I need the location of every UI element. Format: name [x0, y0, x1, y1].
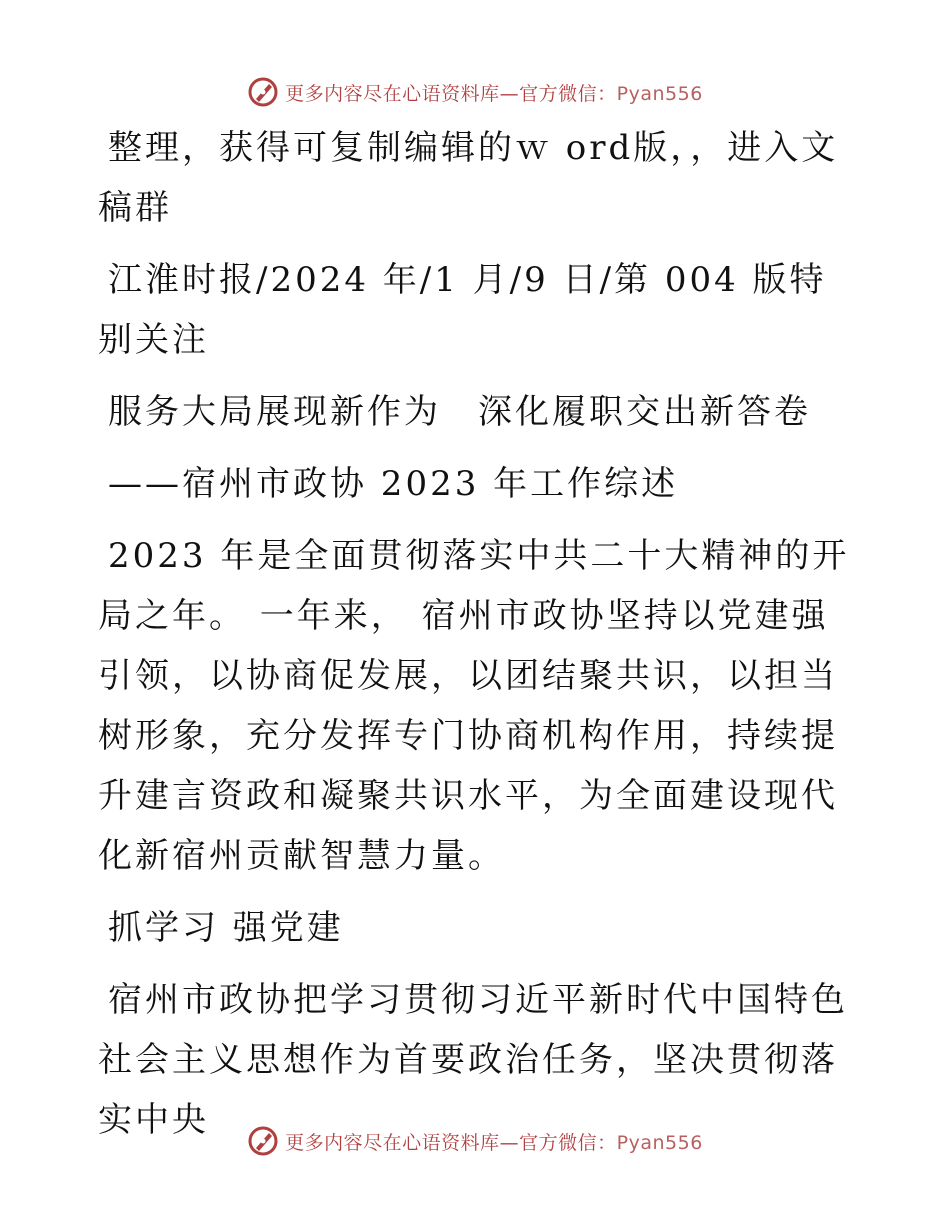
pen-logo-icon [247, 76, 279, 108]
paragraph-intro: 2023 年是全面贯彻落实中共二十大精神的开局之年。 一年来， 宿州市政协坚持以党建强引领，以协商促发展，以团结聚共识，以担当树形象，充分发挥专门协商机构作用，持续提升建言资政和凝聚共识水平，为全面建设现代化新宿州贡献智慧力量。 [98, 536, 850, 876]
paragraph-note: 整理，获得可复制编辑的ｗ ord版，，进入文稿群 [98, 128, 839, 228]
pen-logo-icon [247, 1125, 279, 1157]
footer-watermark-text: 更多内容尽在心语资料库—官方微信： [285, 1131, 617, 1154]
paragraph-source: 江淮时报/2024 年/1 月/9 日/第 004 版特别关注 [98, 260, 827, 360]
article-subtitle: ——宿州市政协 2023 年工作综述 [108, 464, 679, 504]
header-watermark-text: 更多内容尽在心语资料库—官方微信： [285, 82, 617, 105]
header-watermark [0, 72, 950, 112]
footer-watermark [0, 1121, 950, 1161]
footer-watermark-id: Pyan556 [616, 1131, 703, 1154]
article-title: 服务大局展现新作为 深化履职交出新答卷 [108, 392, 811, 432]
document-body [98, 118, 858, 1150]
header-watermark-id: Pyan556 [616, 82, 703, 105]
section-heading: 抓学习 强党建 [108, 908, 344, 948]
paragraph-body: 宿州市政协把学习贯彻习近平新时代中国特色社会主义思想作为首要政治任务，坚决贯彻落实中央 [98, 980, 848, 1140]
